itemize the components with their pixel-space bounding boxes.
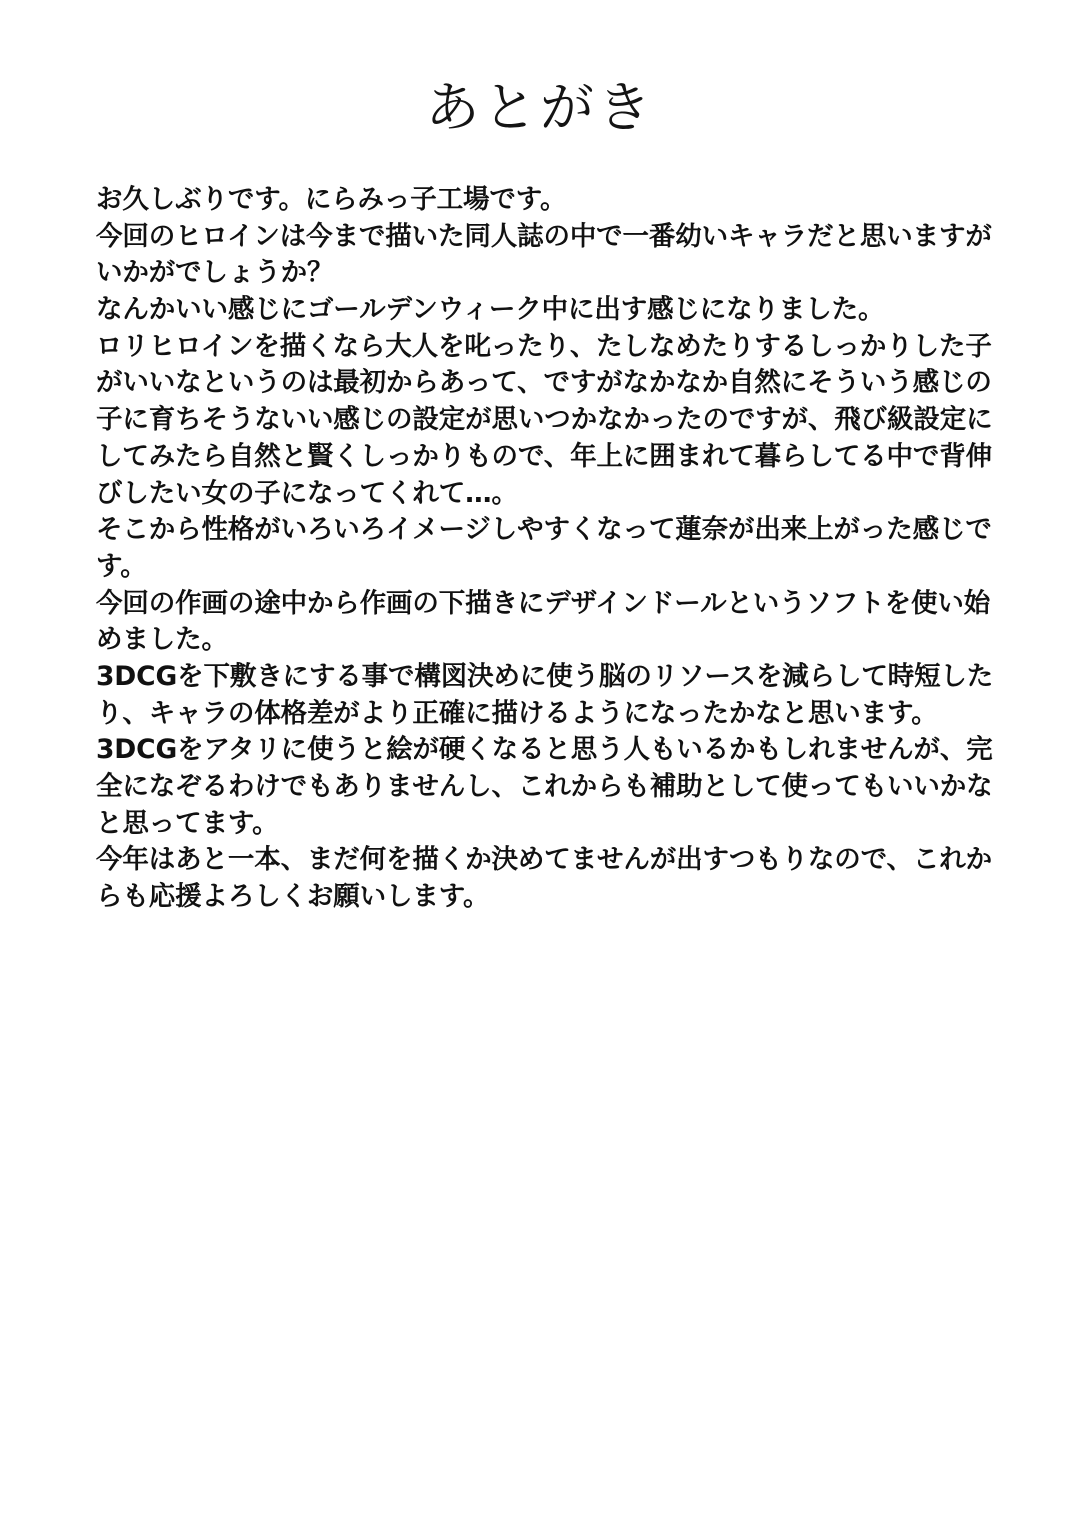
afterword-body: [96, 182, 996, 916]
paragraph: 3DCGをアタリに使うと絵が硬くなると思う人もいるかもしれませんが、完全になぞるわけでもありませんし、これからも補助として使ってもいいかなと思ってます。: [96, 734, 993, 839]
paragraph: 3DCGを下敷きにする事で構図決めに使う脳のリソースを減らして時短したり、キャラの体格差がより正確に描けるようになったかなと思います。: [96, 660, 994, 729]
paragraph: なんかいい感じにゴールデンウィーク中に出す感じになりました。: [96, 294, 885, 326]
paragraph: ロリヒロインを描くなら大人を叱ったり、たしなめたりするしっかりした子がいいなというのは最初からあって、ですがなかなか自然にそういう感じの子に育ちそうないい感じの設定が思いつかなかったのですが、飛び級設定にしてみたら自然と賢くしっかりもので、年上に囲まれて暮らしてる中で背伸びしたい女の子になってくれて…。: [96, 330, 993, 509]
paragraph: 今回の作画の途中から作画の下描きにデザインドールというソフトを使い始めました。: [96, 587, 991, 656]
paragraph: お久しぶりです。にらみっ子工場です。: [96, 184, 567, 215]
paragraph: 今回のヒロインは今まで描いた同人誌の中で一番幼いキャラだと思いますがいかがでしょうか？: [96, 220, 992, 289]
paragraph: 今年はあと一本、まだ何を描くか決めてませんが出すつもりなので、これからも応援よろしくお願いします。: [96, 844, 992, 913]
page-title: あとがき: [425, 76, 655, 139]
paragraph: そこから性格がいろいろイメージしやすくなって蓮奈が出来上がった感じです。: [96, 514, 992, 582]
